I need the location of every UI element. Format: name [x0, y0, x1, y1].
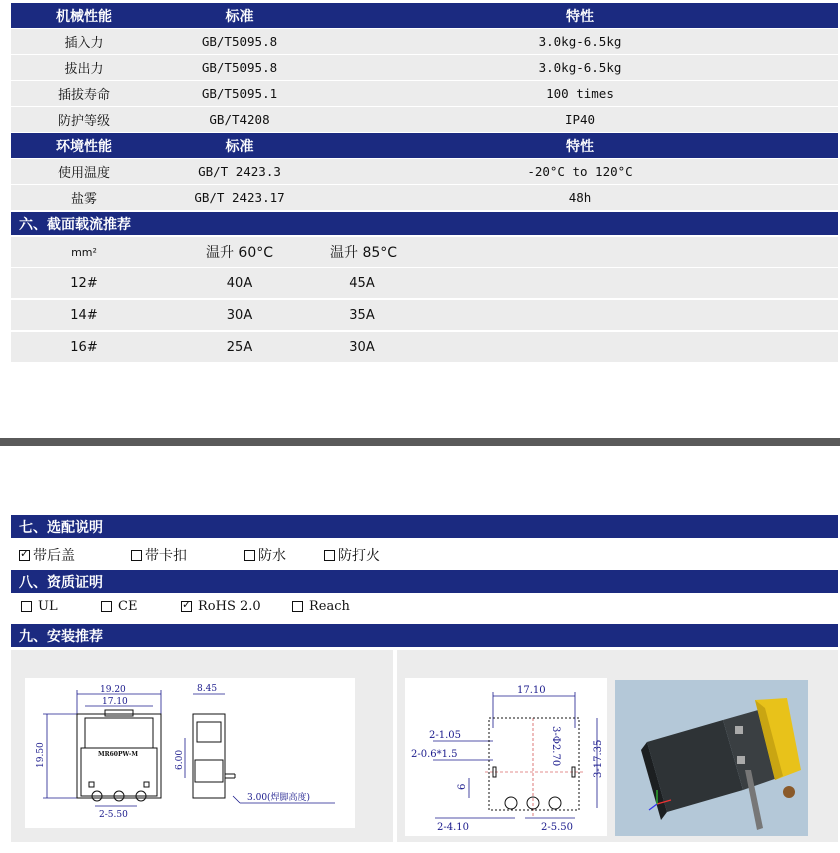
environment-header-col3: 特性	[566, 138, 594, 155]
pcb-footprint-drawing	[405, 678, 607, 836]
dim-2-4-10: 2-4.10	[437, 822, 470, 833]
environment-header-col1: 环境性能	[56, 138, 112, 155]
row-label: 12#	[70, 275, 98, 291]
option-label: CE	[118, 599, 138, 614]
dim-2-5-50: 2-5.50	[99, 810, 128, 820]
drawing-panel-1	[11, 650, 393, 842]
mechanical-header-col3: 特性	[566, 8, 594, 25]
temp-rise-85-label: 温升 85°C	[330, 245, 398, 261]
checkbox-icon[interactable]	[324, 550, 335, 561]
connector-3d-image	[615, 680, 808, 836]
current-table-header	[11, 237, 838, 267]
dim-17-10: 17.10	[102, 697, 128, 707]
dim-3-phi-2-70: 3-Φ2.70	[550, 726, 561, 767]
row-value-60: 25A	[226, 339, 253, 355]
checkbox-icon[interactable]	[21, 601, 32, 612]
part-label: MR60PW-M	[98, 751, 139, 758]
row-label: 防护等级	[57, 114, 110, 129]
option-waterproof[interactable]	[244, 545, 286, 565]
drawing-panel-2	[397, 650, 838, 842]
table-row	[11, 185, 838, 210]
row-value-85: 45A	[349, 275, 375, 291]
option-clip[interactable]	[131, 545, 187, 565]
option-label: 防打火	[338, 548, 380, 564]
dim-2-1-05: 2-1.05	[429, 730, 462, 741]
dim-3-17-35: 3-17.35	[593, 739, 604, 778]
row-standard: GB/T 2423.3	[198, 164, 281, 179]
checkbox-icon[interactable]	[244, 550, 255, 561]
option-label: 带卡扣	[145, 548, 187, 564]
cert-ul[interactable]	[21, 599, 58, 614]
row-standard: GB/T 2423.17	[194, 190, 285, 205]
checkbox-icon[interactable]	[101, 601, 112, 612]
temp-rise-60-label: 温升 60°C	[205, 245, 274, 261]
row-label: 使用温度	[57, 166, 110, 181]
section7-title: 七、选配说明	[11, 515, 838, 538]
dim-2-5-50-b: 2-5.50	[541, 822, 574, 833]
dim-19-50: 19.50	[36, 742, 46, 768]
drawing-1-canvas	[25, 678, 355, 828]
dim-6: 6	[457, 783, 468, 790]
row-label: 拔出力	[64, 62, 104, 77]
row-label: 插入力	[64, 36, 104, 51]
row-standard: GB/T5095.8	[201, 60, 278, 75]
table-row	[11, 332, 838, 362]
section8-title: 八、资质证明	[11, 570, 838, 593]
dim-pin-height: 3.00(焊脚高度)	[247, 793, 311, 803]
row-value-85: 30A	[349, 339, 375, 355]
connector-dimension-drawing	[25, 678, 355, 828]
mechanical-header-col2: 标准	[225, 8, 254, 25]
row-value-85: 35A	[349, 307, 375, 323]
option-label: RoHS 2.0	[198, 599, 261, 614]
mechanical-header-col1: 机械性能	[56, 8, 112, 25]
dim-6-00: 6.00	[175, 749, 185, 770]
option-label: Reach	[309, 599, 350, 614]
cert-ce[interactable]	[101, 599, 137, 614]
row-value: 3.0kg-6.5kg	[538, 60, 622, 75]
row-value: 3.0kg-6.5kg	[538, 34, 622, 49]
row-value: IP40	[564, 112, 596, 127]
option-anti-spark[interactable]	[324, 545, 380, 565]
cert-reach[interactable]	[292, 599, 350, 614]
table-row	[11, 159, 838, 184]
table-row	[11, 268, 838, 298]
dim-19-20: 19.20	[100, 685, 126, 695]
checkbox-checked-icon[interactable]	[181, 601, 192, 612]
row-label: 盐雾	[70, 192, 97, 207]
mechanical-header-row	[11, 3, 838, 28]
row-value: 100 times	[546, 86, 614, 101]
checkbox-icon[interactable]	[131, 550, 142, 561]
table-row	[11, 81, 838, 106]
checkbox-checked-icon[interactable]	[19, 550, 30, 561]
option-label: UL	[38, 599, 58, 614]
row-label: 14#	[70, 307, 98, 323]
row-value-60: 40A	[226, 275, 253, 291]
page-divider	[0, 438, 840, 446]
row-label: 16#	[70, 339, 98, 355]
option-label: 防水	[258, 548, 286, 564]
checkbox-icon[interactable]	[292, 601, 303, 612]
environment-header-row	[11, 133, 838, 158]
row-value-60: 30A	[226, 307, 253, 323]
option-rear-cover[interactable]	[19, 545, 75, 565]
connector-3d-render	[615, 680, 808, 836]
drawing-2-canvas	[405, 678, 607, 836]
row-value: -20°C to 120°C	[527, 164, 633, 179]
row-value: 48h	[568, 190, 592, 205]
table-row	[11, 55, 838, 80]
unit-label: mm²	[71, 245, 97, 259]
table-row	[11, 29, 838, 54]
row-standard: GB/T5095.1	[201, 86, 278, 101]
dim-2-0-6x1-5: 2-0.6*1.5	[411, 749, 458, 760]
row-standard: GB/T4208	[209, 112, 270, 127]
cert-rohs[interactable]	[181, 599, 261, 614]
environment-header-col2: 标准	[225, 138, 254, 155]
dim-8-45: 8.45	[197, 684, 218, 694]
table-row	[11, 107, 838, 132]
row-standard: GB/T5095.8	[201, 34, 278, 49]
dim-17-10-b: 17.10	[517, 685, 546, 696]
row-label: 插拔寿命	[57, 88, 110, 103]
option-label: 带后盖	[33, 548, 75, 564]
table-row	[11, 300, 838, 330]
section6-title: 六、截面载流推荐	[11, 212, 838, 235]
section9-title: 九、安装推荐	[11, 624, 838, 647]
